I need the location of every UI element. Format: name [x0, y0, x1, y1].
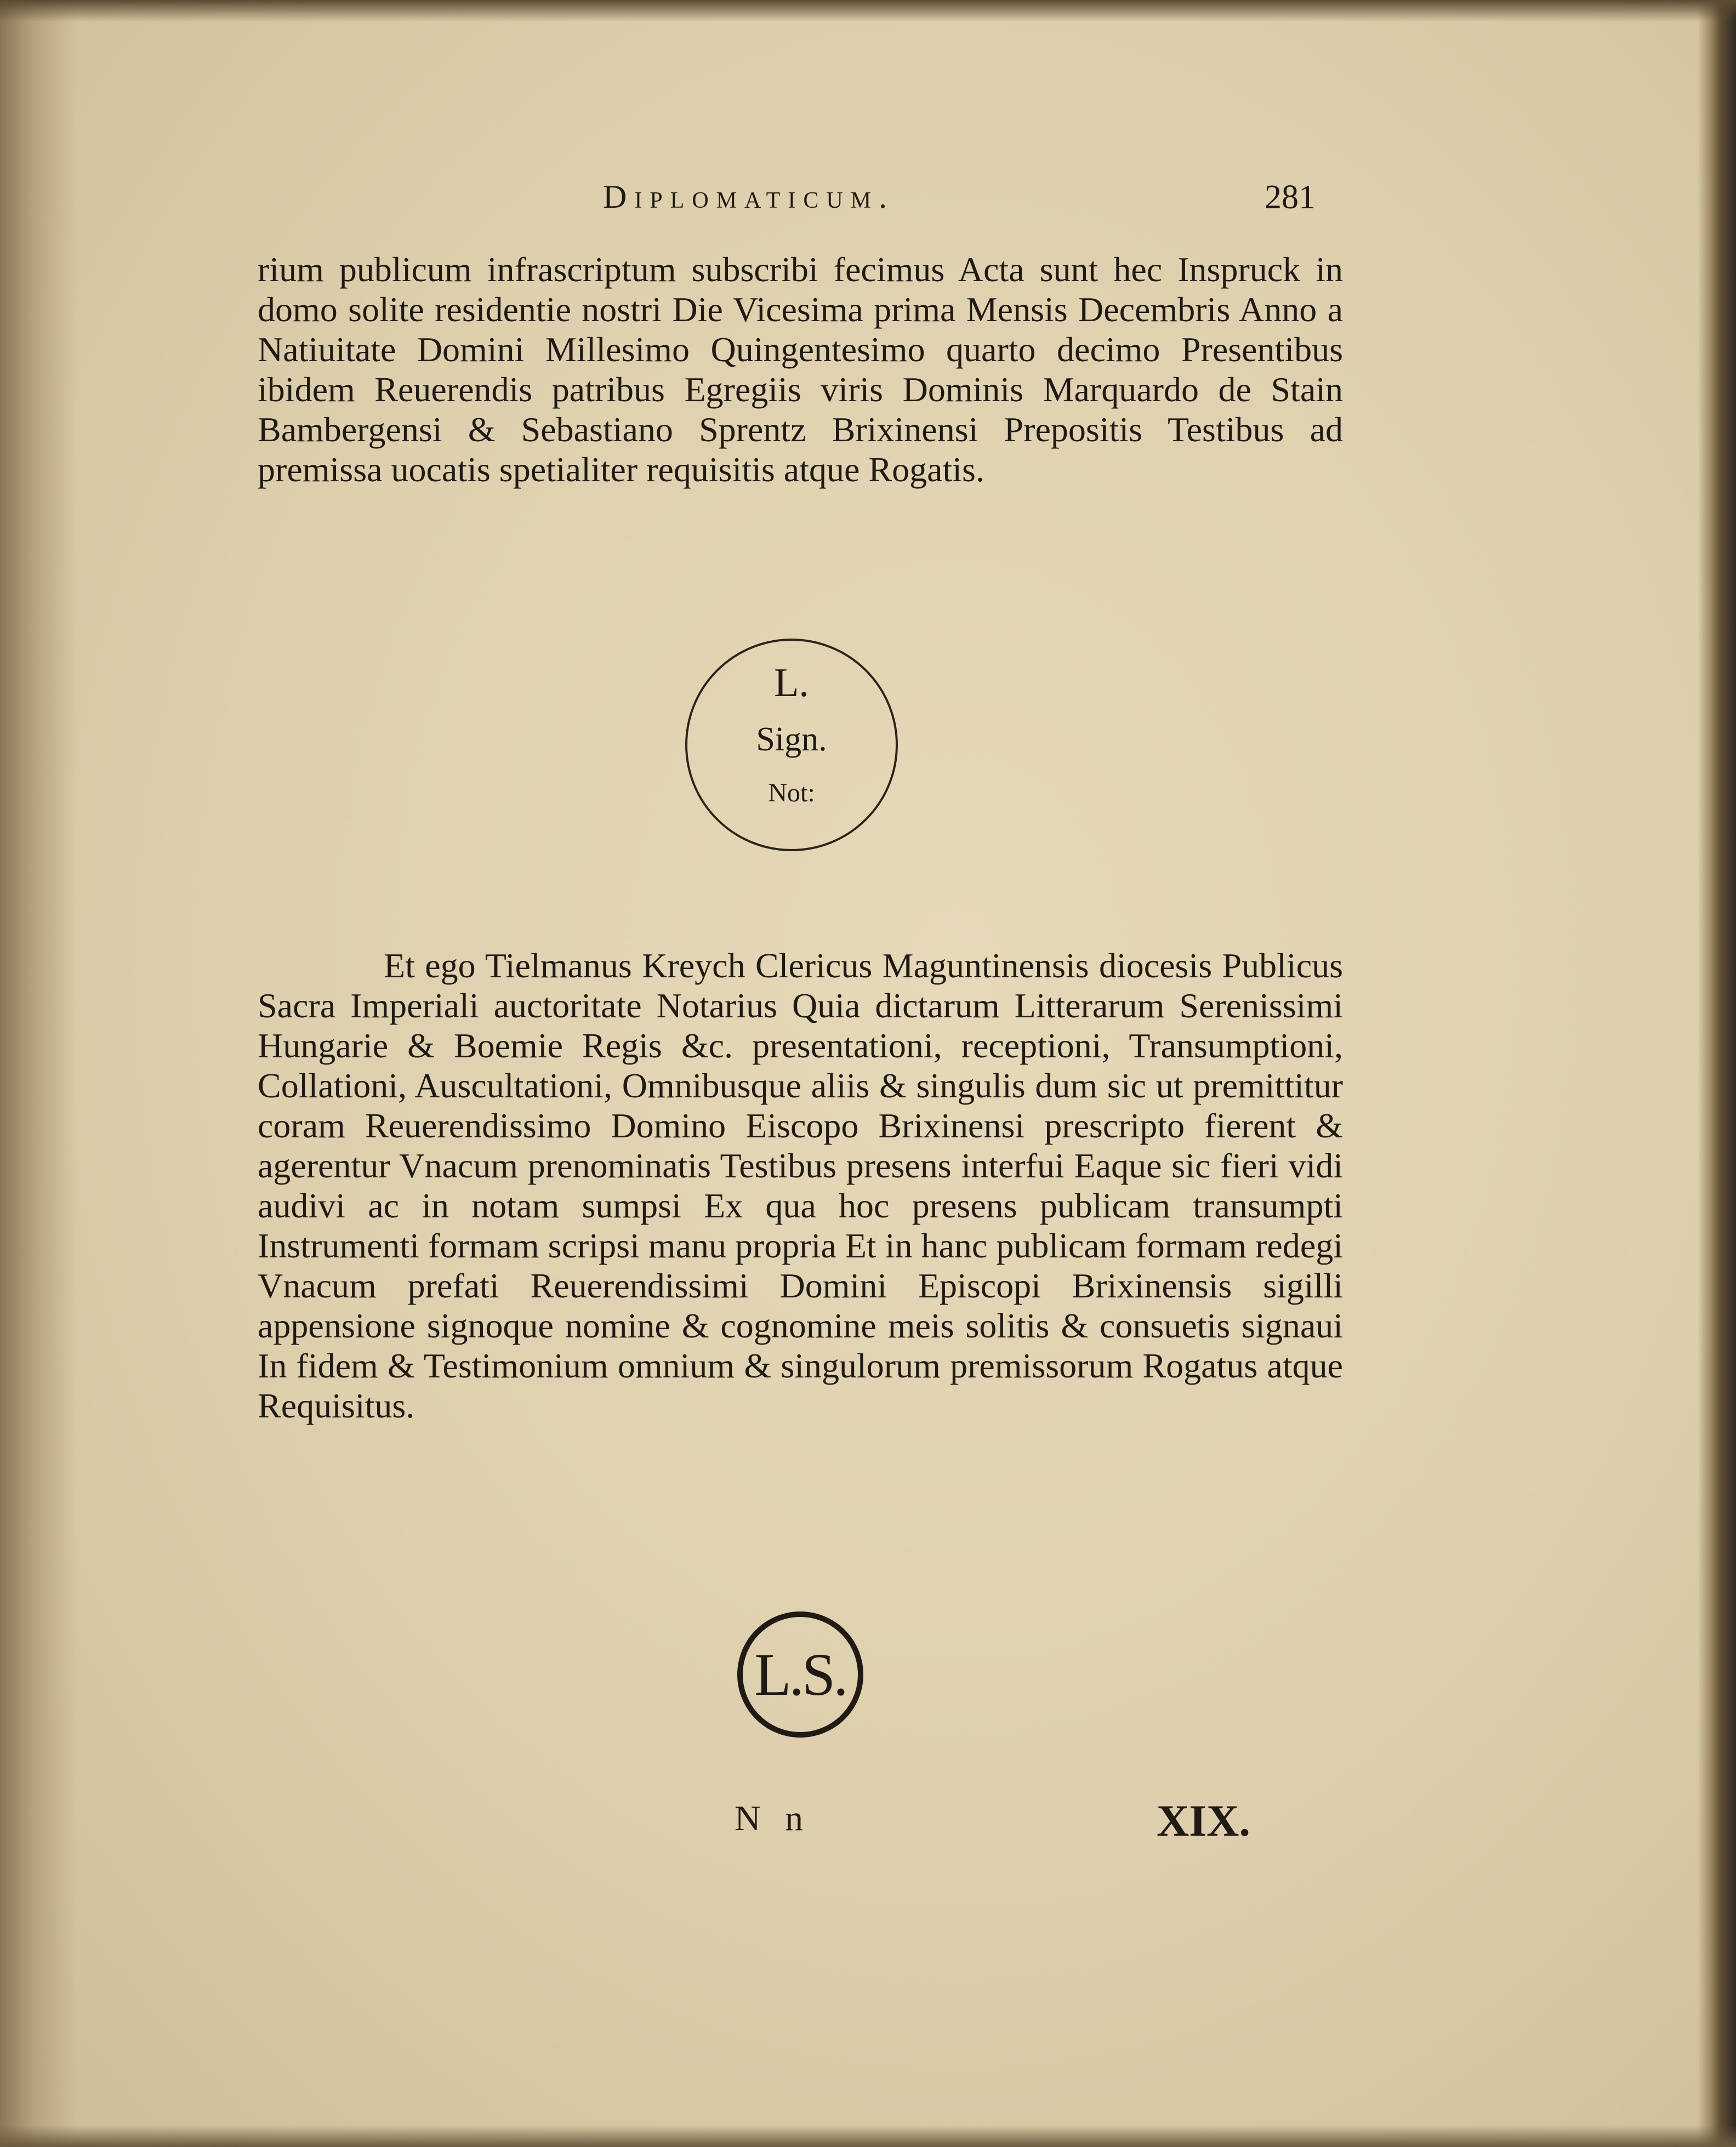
page-edge-top	[0, 0, 1736, 22]
notary-seal-line-3: Not:	[768, 778, 815, 807]
catchword: XIX.	[1157, 1796, 1250, 1846]
body-paragraph-2: Et ego Tielmanus Kreych Clericus Maguntinensis diocesis Publicus Sacra Imperiali auctoritate Notarius Quia dictarum Litterarum Serenissimi Hungarie & Boemie Regis &c. presentationi, receptioni, Transumptioni, Collationi, Auscultationi, Omnibusque aliis & singulis dum sic ut premittitur coram Reuerendissimo Domino Eiscopo Brixinensi prescripto fierent & agerentur Vnacum prenominatis Testibus presens interfui Eaque sic fieri vidi audivi ac in notam sumpsi Ex qua hoc presens publicam transumpti Instrumenti formam scripsi manu propria Et in hanc publicam formam redegi Vnacum prefati Reuerendissimi Domini Episcopi Brixinensis sigilli appensione signoque nomine & cognomine meis solitis & consuetis signaui In fidem & Testimonium omnium & singulorum premissorum Rogatus atque Requisitus.	[258, 946, 1343, 1425]
ls-seal: L.S.	[737, 1611, 863, 1738]
notary-seal	[685, 639, 898, 851]
signature-mark: N n	[735, 1798, 811, 1838]
running-title: Diplomaticum.	[603, 179, 895, 215]
page-header	[258, 178, 1343, 227]
page-edge-right	[1698, 0, 1736, 2147]
page-edge-bottom	[0, 2125, 1736, 2147]
page-gutter-shadow	[0, 0, 77, 2147]
notary-seal-line-1: L.	[774, 660, 809, 705]
body-paragraph-1: rium publicum infrascriptum subscribi fecimus Acta sunt hec Inspruck in domo solite residentie nostri Die Vicesima prima Mensis Decembris Anno a Natiuitate Domini Millesimo Quingentesimo quarto decimo Presentibus ibidem Reuerendis patribus Egregiis viris Dominis Marquardo de Stain Bambergensi & Sebastiano Sprentz Brixinensi Prepositis Testibus ad premissa uocatis spetialiter requisitis atque Rogatis.	[258, 250, 1343, 489]
page-number: 281	[1265, 179, 1316, 216]
notary-seal-line-2: Sign.	[756, 721, 827, 758]
